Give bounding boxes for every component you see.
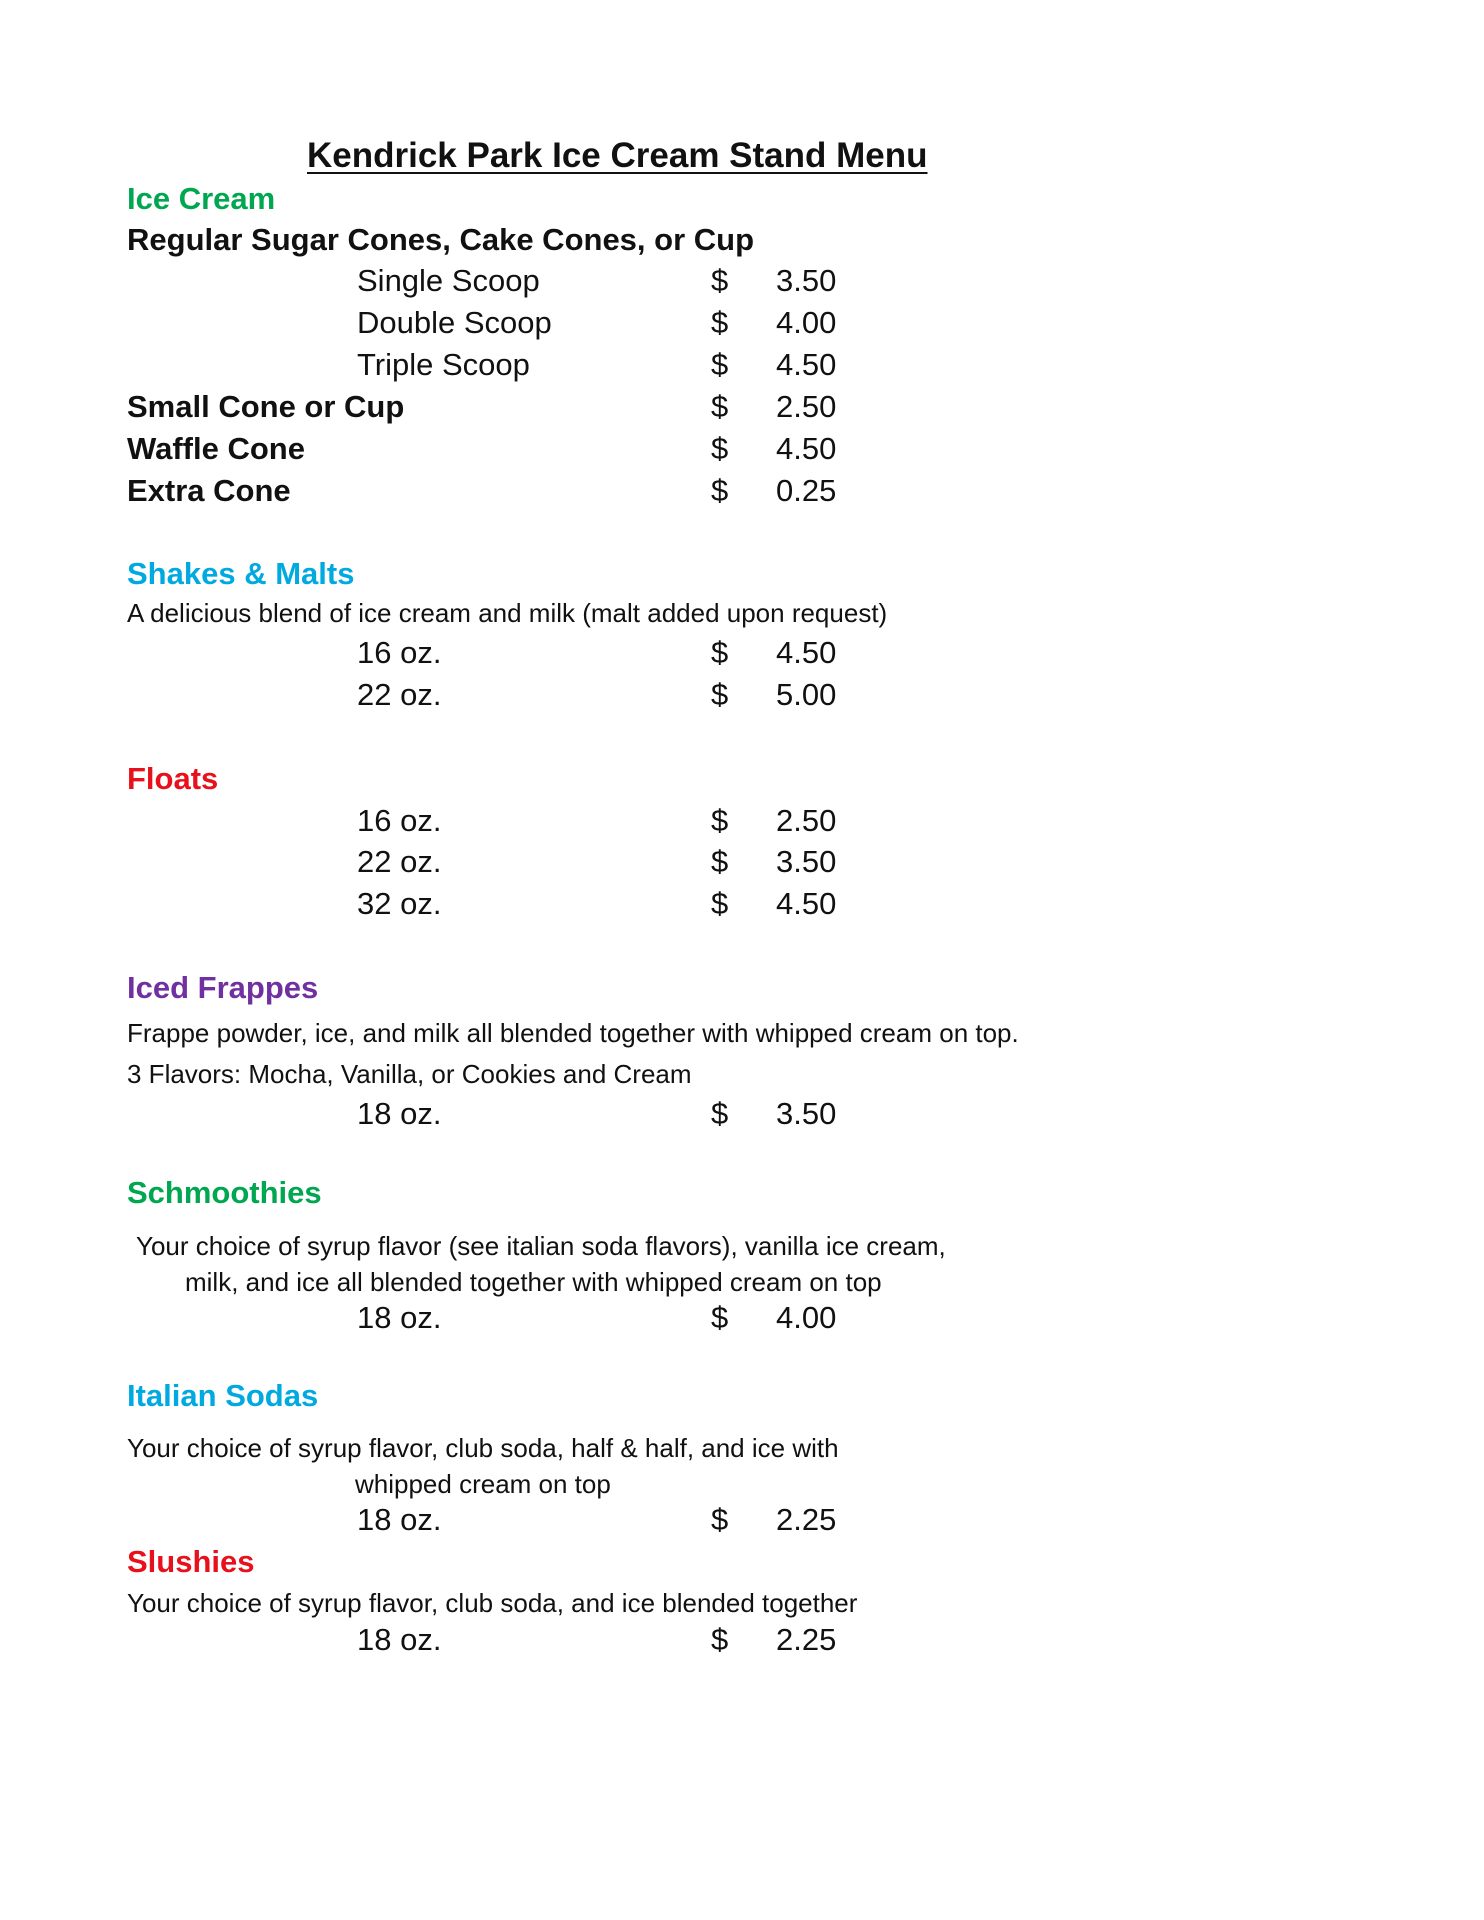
- shakes-heading: Shakes & Malts: [127, 556, 355, 591]
- single-scoop-label: Single Scoop: [357, 263, 540, 298]
- frappes-heading: Iced Frappes: [127, 970, 319, 1005]
- currency-symbol: $: [711, 263, 729, 298]
- currency-symbol: $: [711, 1622, 729, 1657]
- currency-symbol: $: [711, 473, 729, 508]
- floats-size-32: 32 oz.: [357, 886, 442, 921]
- currency-symbol: $: [711, 677, 729, 712]
- floats-price-16: 2.50: [776, 803, 837, 838]
- shakes-price-16: 4.50: [776, 635, 837, 670]
- currency-symbol: $: [711, 305, 729, 340]
- extra-cone-price: 0.25: [776, 473, 837, 508]
- single-scoop-price: 3.50: [776, 263, 837, 298]
- italian-sodas-size-18: 18 oz.: [357, 1502, 442, 1537]
- currency-symbol: $: [711, 1096, 729, 1131]
- small-cone-label: Small Cone or Cup: [127, 389, 405, 424]
- schmoothies-description-line1: Your choice of syrup flavor (see italian soda flavors), vanilla ice cream,: [136, 1231, 946, 1261]
- extra-cone-label: Extra Cone: [127, 473, 291, 508]
- triple-scoop-price: 4.50: [776, 347, 837, 382]
- ice-cream-heading: Ice Cream: [127, 181, 276, 216]
- frappes-flavors: 3 Flavors: Mocha, Vanilla, or Cookies and Cream: [127, 1059, 692, 1089]
- regular-cones-label: Regular Sugar Cones, Cake Cones, or Cup: [127, 222, 755, 257]
- shakes-size-22: 22 oz.: [357, 677, 442, 712]
- slushies-description: Your choice of syrup flavor, club soda, and ice blended together: [127, 1588, 858, 1618]
- shakes-price-22: 5.00: [776, 677, 837, 712]
- currency-symbol: $: [711, 1502, 729, 1537]
- currency-symbol: $: [711, 635, 729, 670]
- italian-sodas-heading: Italian Sodas: [127, 1378, 319, 1413]
- shakes-size-16: 16 oz.: [357, 635, 442, 670]
- slushies-size-18: 18 oz.: [357, 1622, 442, 1657]
- schmoothies-price-18: 4.00: [776, 1300, 837, 1335]
- floats-heading: Floats: [127, 761, 219, 796]
- currency-symbol: $: [711, 431, 729, 466]
- frappes-price-18: 3.50: [776, 1096, 837, 1131]
- currency-symbol: $: [711, 347, 729, 382]
- waffle-cone-price: 4.50: [776, 431, 837, 466]
- floats-price-32: 4.50: [776, 886, 837, 921]
- floats-price-22: 3.50: [776, 844, 837, 879]
- shakes-description: A delicious blend of ice cream and milk (malt added upon request): [127, 598, 888, 628]
- italian-sodas-description-line2: whipped cream on top: [355, 1469, 611, 1499]
- small-cone-price: 2.50: [776, 389, 837, 424]
- schmoothies-description-line2: milk, and ice all blended together with whipped cream on top: [185, 1267, 882, 1297]
- waffle-cone-label: Waffle Cone: [127, 431, 305, 466]
- italian-sodas-price-18: 2.25: [776, 1502, 837, 1537]
- currency-symbol: $: [711, 886, 729, 921]
- slushies-price-18: 2.25: [776, 1622, 837, 1657]
- floats-size-22: 22 oz.: [357, 844, 442, 879]
- currency-symbol: $: [711, 803, 729, 838]
- double-scoop-price: 4.00: [776, 305, 837, 340]
- italian-sodas-description-line1: Your choice of syrup flavor, club soda, half & half, and ice with: [127, 1433, 839, 1463]
- triple-scoop-label: Triple Scoop: [357, 347, 530, 382]
- slushies-heading: Slushies: [127, 1544, 255, 1579]
- schmoothies-size-18: 18 oz.: [357, 1300, 442, 1335]
- currency-symbol: $: [711, 389, 729, 424]
- double-scoop-label: Double Scoop: [357, 305, 552, 340]
- schmoothies-heading: Schmoothies: [127, 1175, 322, 1210]
- floats-size-16: 16 oz.: [357, 803, 442, 838]
- frappes-description: Frappe powder, ice, and milk all blended together with whipped cream on top.: [127, 1018, 1019, 1048]
- menu-title: Kendrick Park Ice Cream Stand Menu: [307, 136, 928, 175]
- currency-symbol: $: [711, 1300, 729, 1335]
- currency-symbol: $: [711, 844, 729, 879]
- frappes-size-18: 18 oz.: [357, 1096, 442, 1131]
